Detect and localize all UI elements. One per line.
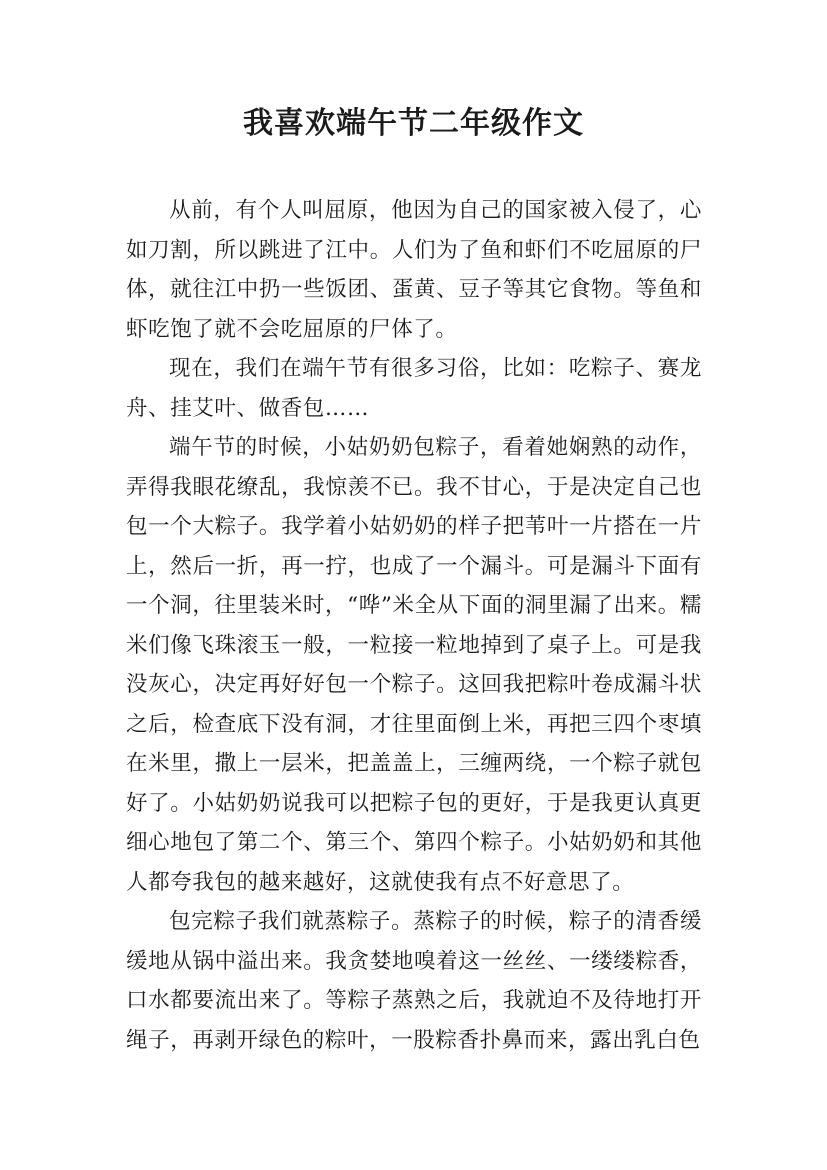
- paragraph-3: 端午节的时候，小姑奶奶包粽子，看着她娴熟的动作，弄得我眼花缭乱，我惊羡不已。我不甘心，于是决定自己也包一个大粽子。我学着小姑奶奶的样子把苇叶一片搭在一片上，然后一折，再一拧，也成了一个漏斗。可是漏斗下面有一个洞，往里装米时，“哗”米全从下面的洞里漏了出来。糯米们像飞珠滚玉一般，一粒接一粒地掉到了桌子上。可是我没灰心，决定再好好包一个粽子。这回我把粽叶卷成漏斗状之后，检查底下没有洞，才往里面倒上米，再把三四个枣填在米里，撒上一层米，把盖盖上，三缠两绕，一个粽子就包好了。小姑奶奶说我可以把粽子包的更好，于是我更认真更细心地包了第二个、第三个、第四个粽子。小姑奶奶和其他人都夸我包的越来越好，这就使我有点不好意思了。: [126, 435, 702, 895]
- paragraph-2: 现在，我们在端午节有很多习俗，比如：吃粽子、赛龙舟、挂艾叶、做香包……: [126, 356, 702, 421]
- paragraph-1: 从前，有个人叫屈原，他因为自己的国家被入侵了，心如刀割，所以跳进了江中。人们为了鱼和虾们不吃屈原的尸体，就往江中扔一些饭团、蛋黄、豆子等其它食物。等鱼和虾吃饱了就不会吃屈原的尸体了。: [126, 198, 702, 342]
- document-body: [126, 191, 702, 1060]
- document-title: 我喜欢端午节二年级作文: [243, 106, 584, 141]
- paragraph-4: 包完粽子我们就蒸粽子。蒸粽子的时候，粽子的清香缓缓地从锅中溢出来。我贪婪地嗅着这一丝丝、一缕缕粽香，口水都要流出来了。等粽子蒸熟之后，我就迫不及待地打开绳子，再剥开绿色的粽叶，一股粽香扑鼻而来，露出乳白色: [126, 909, 702, 1053]
